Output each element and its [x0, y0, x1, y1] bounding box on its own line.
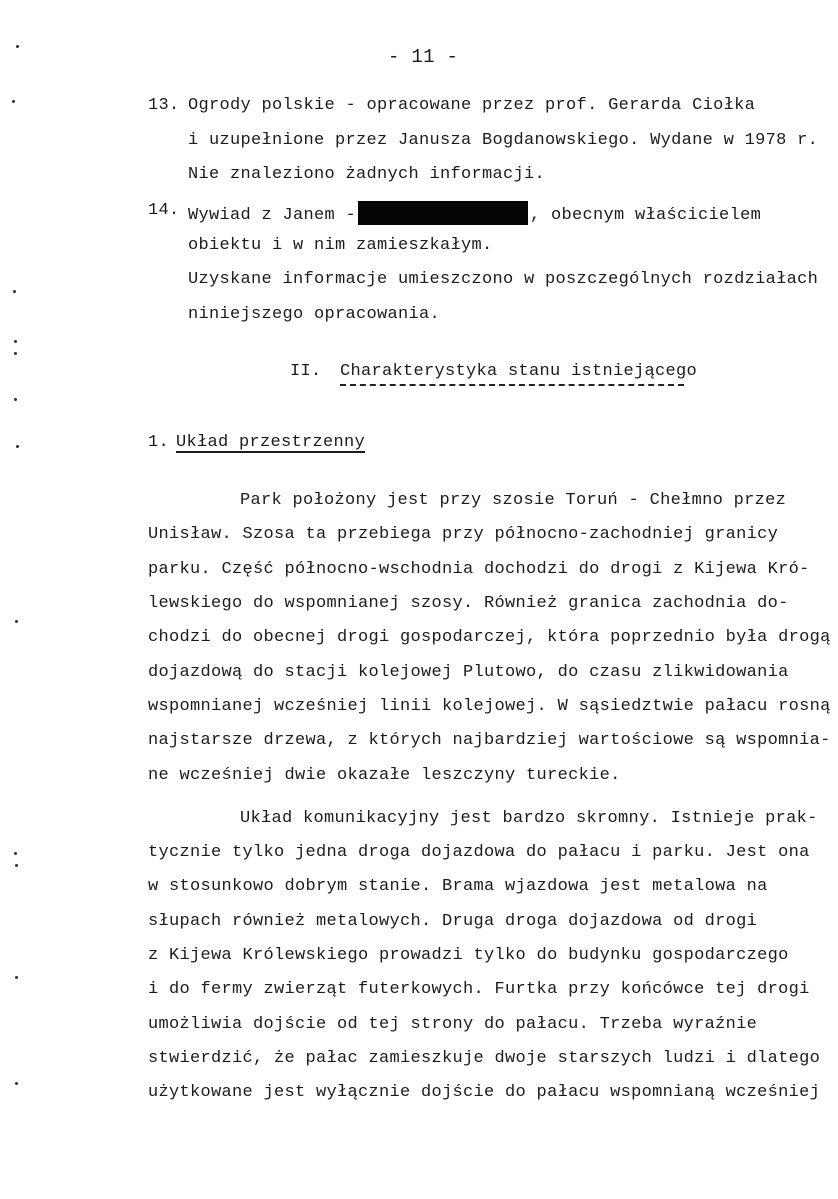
- scan-speck: [15, 864, 18, 867]
- scan-speck: [14, 398, 17, 401]
- subsection-title: Układ przestrzenny: [176, 433, 366, 452]
- paragraph-2-line: umożliwia dojście od tej strony do pałacu. Trzeba wyraźnie: [148, 1015, 758, 1034]
- scan-speck: [12, 100, 15, 103]
- section-title-underline: [340, 384, 684, 386]
- paragraph-1-line: wspomnianej wcześniej linii kolejowej. W sąsiedztwie pałacu rosną: [148, 697, 831, 716]
- scan-speck: [16, 45, 19, 48]
- paragraph-1-line: ne wcześniej dwie okazałe leszczyny tureckie.: [148, 766, 621, 785]
- ref-14-line-3: Uzyskane informacje umieszczono w poszczególnych rozdziałach: [188, 270, 819, 289]
- ref-13-line-1: Ogrody polskie - opracowane przez prof. Gerarda Ciołka: [188, 96, 756, 115]
- ref-13-line-3: Nie znaleziono żadnych informacji.: [188, 165, 546, 184]
- paragraph-1-line: Park położony jest przy szosie Toruń - Chełmno przez: [240, 491, 787, 510]
- paragraph-1-line: dojazdową do stacji kolejowej Plutowo, do czasu zlikwidowania: [148, 663, 789, 682]
- paragraph-2-line: i do fermy zwierząt futerkowych. Furtka przy końcówce tej drogi: [148, 980, 810, 999]
- paragraph-2-line: z Kijewa Królewskiego prowadzi tylko do budynku gospodarczego: [148, 946, 789, 965]
- paragraph-2-line: tycznie tylko jedna droga dojazdowa do pałacu i parku. Jest ona: [148, 843, 810, 862]
- ref-14-line-2: obiektu i w nim zamieszkałym.: [188, 236, 493, 255]
- scan-speck: [15, 976, 18, 979]
- paragraph-2-line: w stosunkowo dobrym stanie. Brama wjazdowa jest metalowa na: [148, 877, 768, 896]
- ref-14-number: 14.: [148, 201, 180, 220]
- paragraph-1-line: chodzi do obecnej drogi gospodarczej, która poprzednio była drogą: [148, 628, 831, 647]
- paragraph-1-line: Unisław. Szosa ta przebiega przy północno-zachodniej granicy: [148, 525, 779, 544]
- scan-speck: [14, 352, 17, 355]
- paragraph-2-line: słupach również metalowych. Druga droga dojazdowa od drogi: [148, 912, 758, 931]
- ref-13-number: 13.: [148, 96, 180, 115]
- ref-14-line-1-end: , obecnym właścicielem: [530, 206, 762, 225]
- paragraph-1-line: najstarsze drzewa, z których najbardziej wartościowe są wspomnia-: [148, 731, 831, 750]
- scan-speck: [16, 445, 19, 448]
- paragraph-1-line: lewskiego do wspomnianej szosy. Również granica zachodnia do-: [148, 594, 789, 613]
- paragraph-2-line: Układ komunikacyjny jest bardzo skromny. Istnieje prak-: [240, 809, 818, 828]
- ref-14-line-1: [188, 201, 761, 225]
- scan-speck: [14, 852, 17, 855]
- scan-speck: [15, 620, 18, 623]
- section-numeral: II.: [290, 362, 322, 381]
- ref-14-line-1-start: Wywiad z Janem -: [188, 206, 357, 225]
- redaction-bar: [358, 201, 528, 225]
- scan-speck: [14, 340, 17, 343]
- ref-14-line-4: niniejszego opracowania.: [188, 305, 441, 324]
- page-number: - 11 -: [388, 46, 459, 68]
- paragraph-2-line: stwierdzić, że pałac zamieszkuje dwoje starszych ludzi i dlatego: [148, 1049, 821, 1068]
- scan-speck: [15, 1082, 18, 1085]
- scan-speck: [13, 290, 16, 293]
- subsection-number: 1.: [148, 433, 170, 452]
- section-title: Charakterystyka stanu istniejącego: [340, 362, 698, 381]
- paragraph-2-line: użytkowane jest wyłącznie dojście do pałacu wspomnianą wcześniej: [148, 1083, 821, 1102]
- ref-13-line-2: i uzupełnione przez Janusza Bogdanowskiego. Wydane w 1978 r.: [188, 131, 819, 150]
- paragraph-1-line: parku. Część północno-wschodnia dochodzi do drogi z Kijewa Kró-: [148, 560, 810, 579]
